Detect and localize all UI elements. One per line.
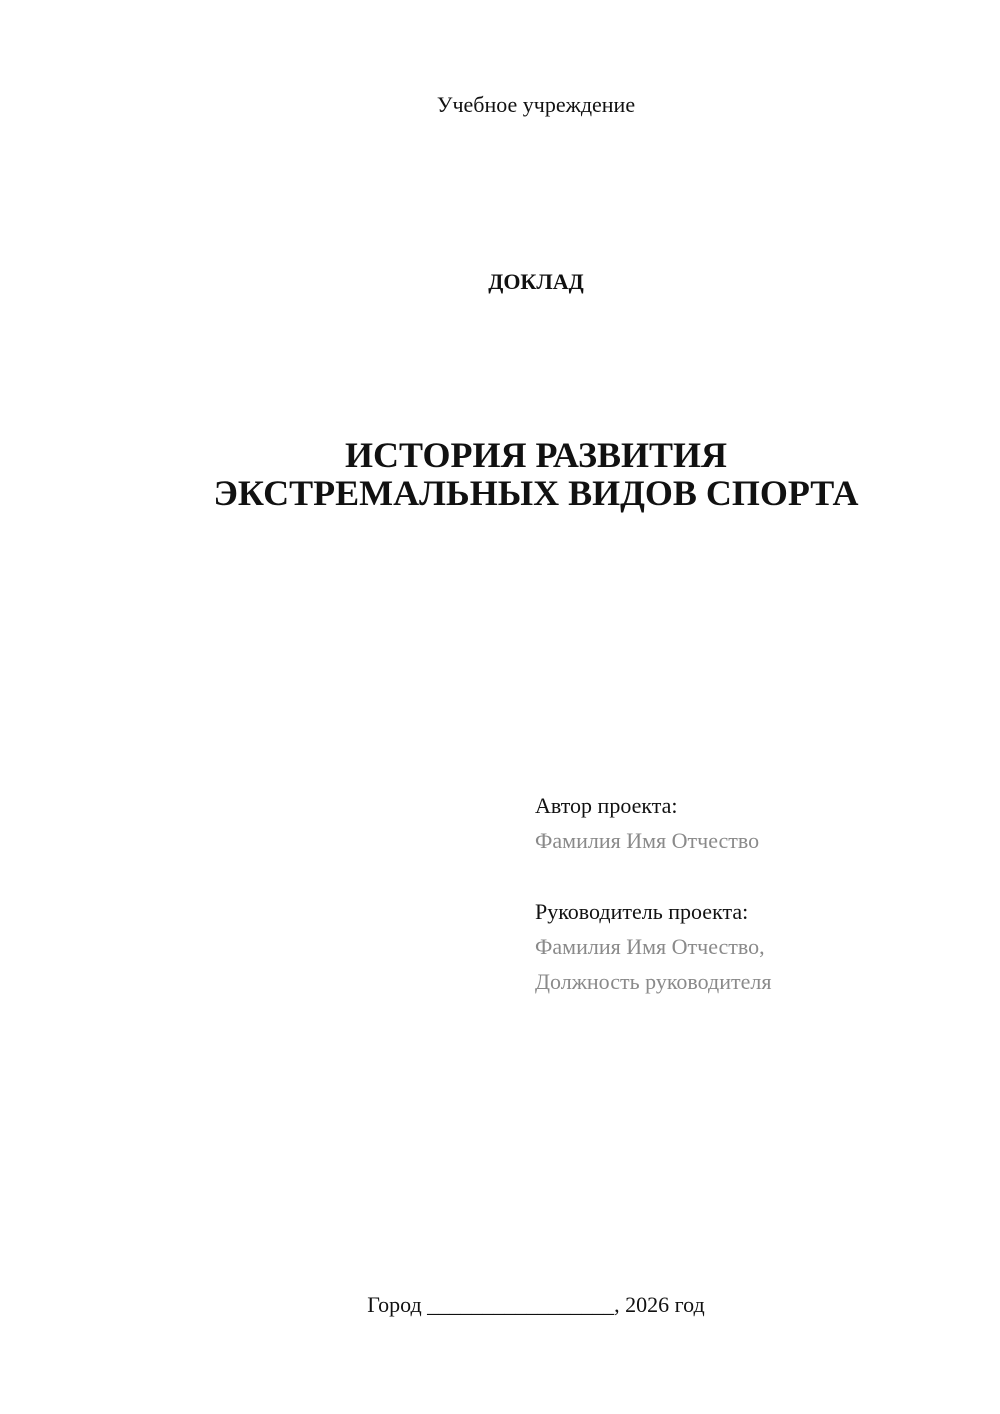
supervisor-label: Руководитель проекта: bbox=[535, 899, 749, 924]
document-title bbox=[0, 436, 1000, 512]
title-line-2: ЭКСТРЕМАЛЬНЫХ ВИДОВ СПОРТА bbox=[213, 473, 859, 513]
institution-name: Учебное учреждение bbox=[436, 92, 636, 117]
info-spacer bbox=[535, 858, 975, 894]
supervisor-position: Должность руководителя bbox=[535, 969, 772, 994]
supervisor-name: Фамилия Имя Отчество, bbox=[535, 934, 765, 959]
project-info bbox=[535, 788, 975, 999]
author-label: Автор проекта: bbox=[535, 793, 678, 818]
author-name: Фамилия Имя Отчество bbox=[535, 828, 760, 853]
city-year-footer: Город _________________, 2026 год bbox=[367, 1292, 705, 1317]
document-type: ДОКЛАД bbox=[488, 269, 584, 294]
title-line-1: ИСТОРИЯ РАЗВИТИЯ bbox=[344, 435, 728, 475]
